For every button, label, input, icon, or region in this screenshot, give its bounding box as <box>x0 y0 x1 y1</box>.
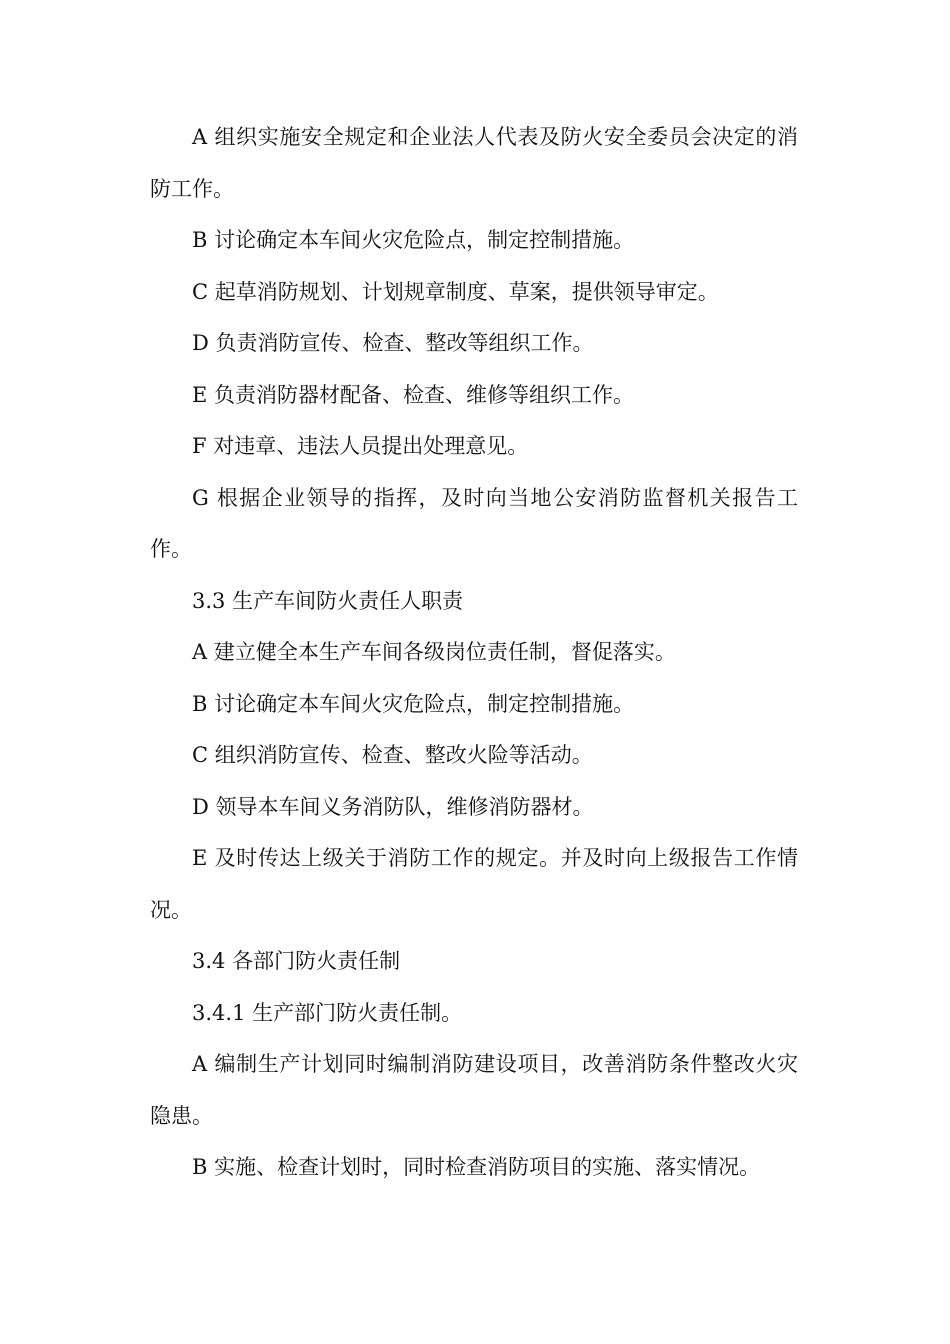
paragraph-3-3-b: B 讨论确定本车间火灾危险点，制定控制措施。 <box>192 691 635 716</box>
section-heading-3-3: 3.3 生产车间防火责任人职责 <box>192 588 464 613</box>
paragraph-d-publicity: D 负责消防宣传、检查、整改等组织工作。 <box>192 331 594 355</box>
paragraph-3-4-1-b: B 实施、检查计划时，同时检查消防项目的实施、落实情况。 <box>192 1155 761 1179</box>
paragraph-a-organize-safety: A 组织实施安全规定和企业法人代表及防火安全委员会决定的消防工作。 <box>150 125 798 201</box>
paragraph-3-3-a: A 建立健全本生产车间各级岗位责任制，督促落实。 <box>192 640 676 664</box>
paragraph-e-equipment: E 负责消防器材配备、检查、维修等组织工作。 <box>192 382 635 407</box>
paragraph-3-3-d: D 领导本车间义务消防队，维修消防器材。 <box>192 794 594 819</box>
section-heading-3-4-1: 3.4.1 生产部门防火责任制。 <box>192 1000 463 1025</box>
paragraph-c-draft-plans: C 起草消防规划、计划规章制度、草案，提供领导审定。 <box>192 279 719 304</box>
section-heading-3-4: 3.4 各部门防火责任制 <box>192 949 401 973</box>
paragraph-f-violations: F 对违章、违法人员提出处理意见。 <box>192 434 529 458</box>
paragraph-3-3-c: C 组织消防宣传、检查、整改火险等活动。 <box>192 743 593 767</box>
paragraph-3-4-1-a: A 编制生产计划同时编制消防建设项目，改善消防条件整改火灾隐患。 <box>150 1052 798 1128</box>
paragraph-g-report: G 根据企业领导的指挥，及时向当地公安消防监督机关报告工作。 <box>150 485 798 561</box>
paragraph-b-hazard-points: B 讨论确定本车间火灾危险点，制定控制措施。 <box>192 228 635 252</box>
document-body <box>150 112 798 1194</box>
paragraph-3-3-e: E 及时传达上级关于消防工作的规定。并及时向上级报告工作情况。 <box>150 846 798 922</box>
